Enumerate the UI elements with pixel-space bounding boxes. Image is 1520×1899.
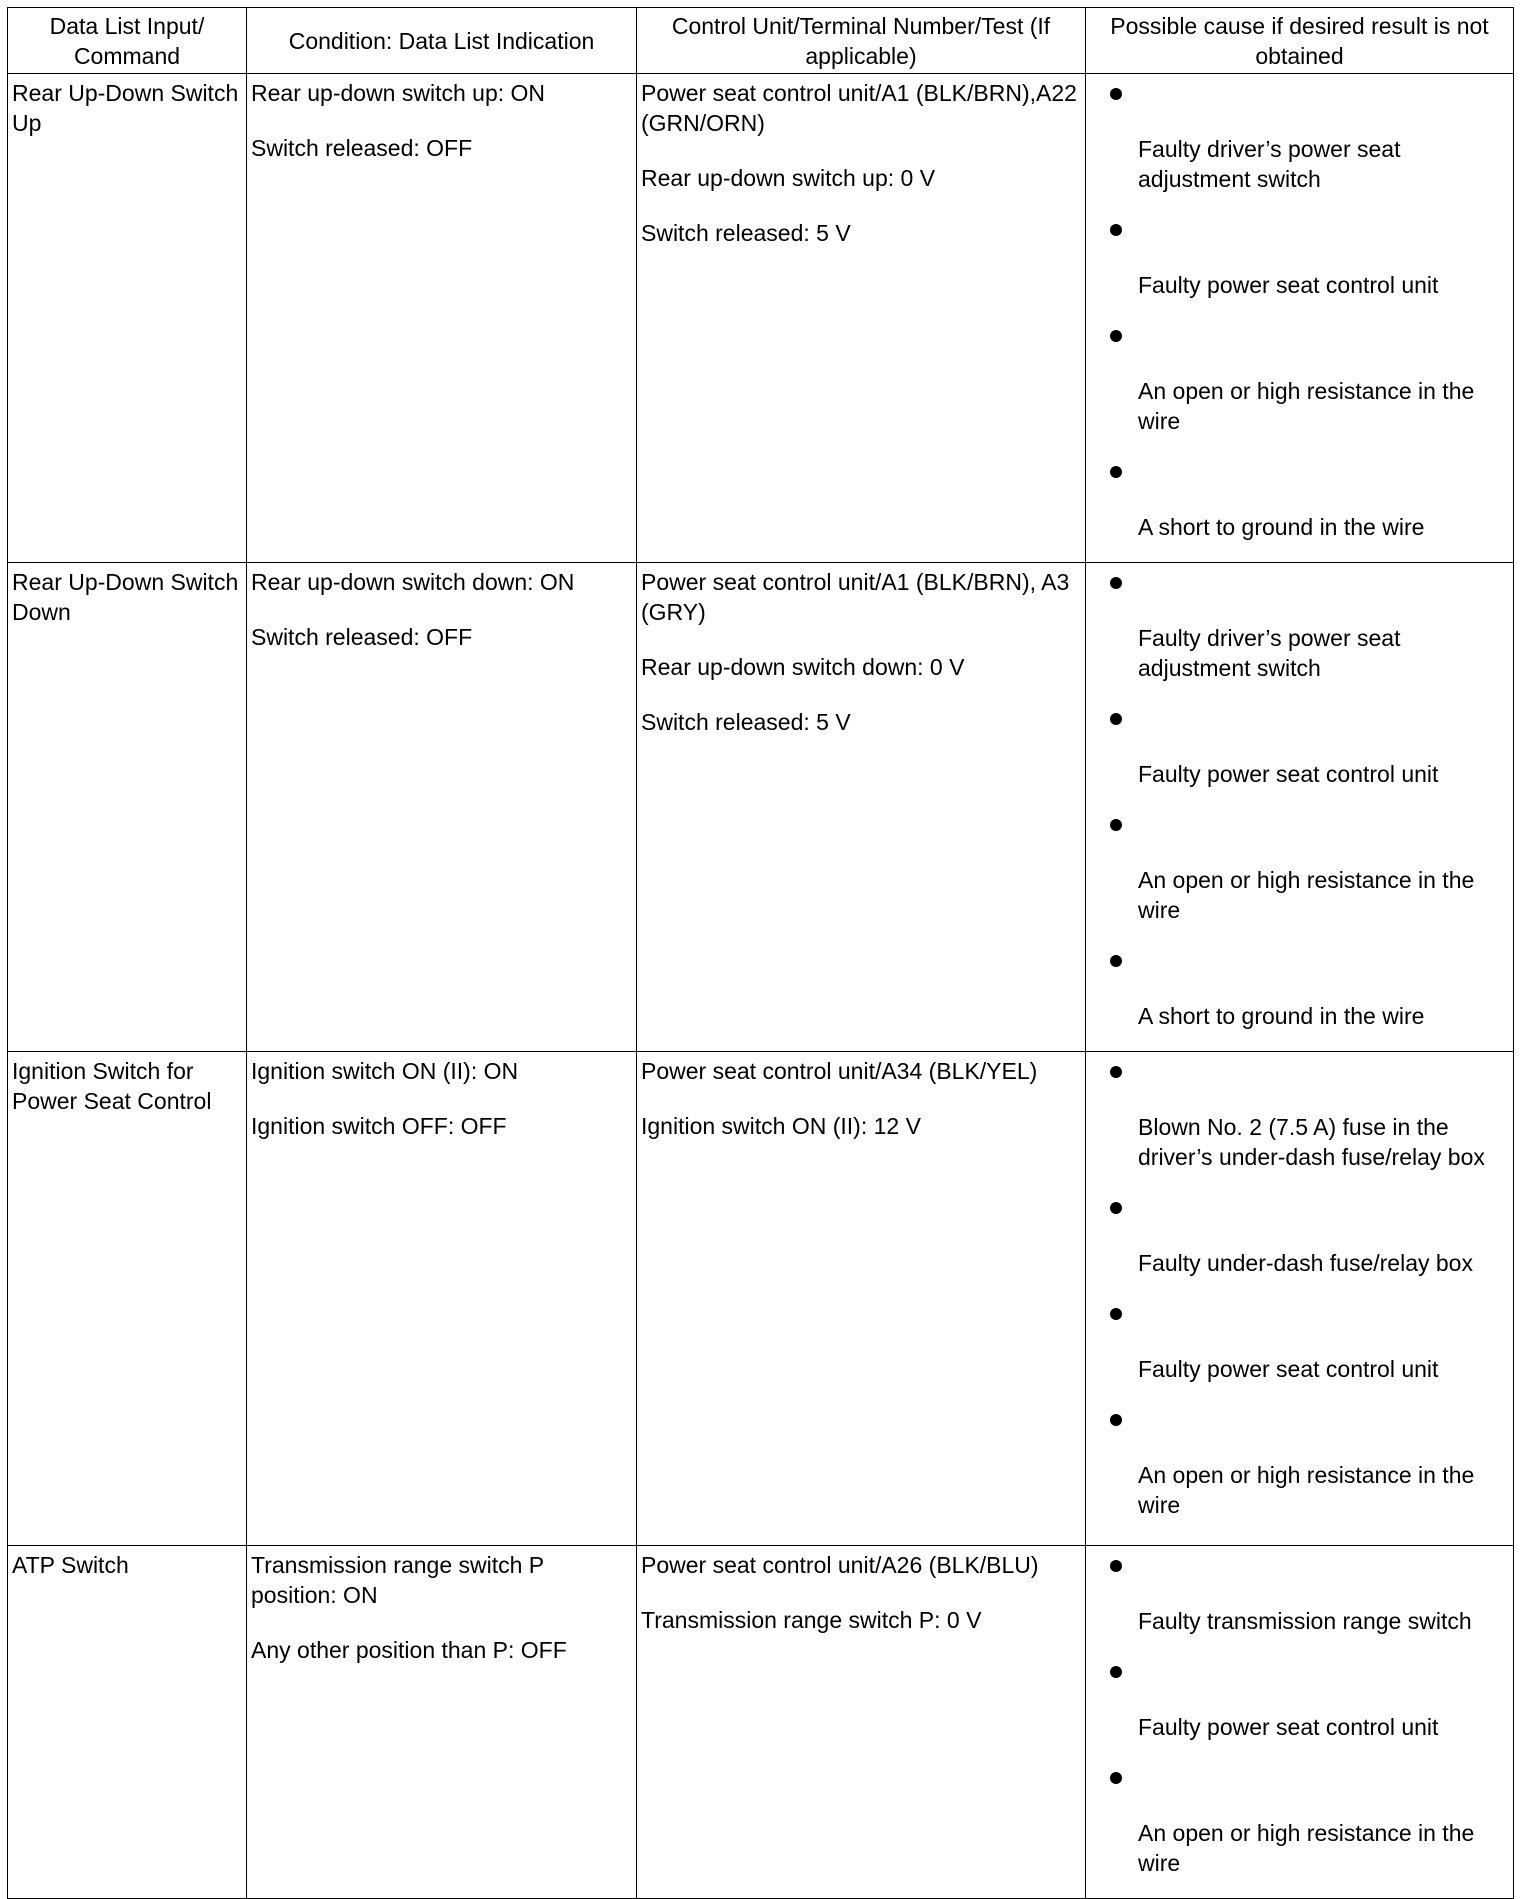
condition-line: Switch released: OFF <box>251 624 473 650</box>
cause-item <box>1090 809 1509 925</box>
bullet-icon <box>1110 955 1122 967</box>
cause-text: An open or high resistance in the wire <box>1138 867 1475 923</box>
cause-item <box>1090 945 1509 1031</box>
header-control-unit: Control Unit/Terminal Number/Test (If applicable) <box>637 8 1086 74</box>
bullet-icon <box>1110 466 1122 478</box>
control-line: Power seat control unit/A1 (BLK/BRN), A3 (GRY) <box>641 569 1070 625</box>
cause-item <box>1090 1762 1509 1878</box>
table-header <box>8 8 1514 74</box>
condition-line: Rear up-down switch up: ON <box>251 80 546 106</box>
bullet-icon <box>1110 1308 1122 1320</box>
bullet-icon <box>1110 88 1122 100</box>
condition-line: Rear up-down switch down: ON <box>251 569 575 595</box>
bullet-icon <box>1110 1202 1122 1214</box>
input-cell <box>8 563 247 1052</box>
input-label: Ignition Switch for Power Seat Control <box>12 1058 212 1114</box>
cause-text: Faulty driver’s power seat adjustment switch <box>1138 136 1401 192</box>
bullet-icon <box>1110 224 1122 236</box>
cause-cell <box>1086 1052 1514 1546</box>
cause-cell <box>1086 74 1514 563</box>
control-line: Transmission range switch P: 0 V <box>641 1607 982 1633</box>
cause-list <box>1090 74 1509 542</box>
header-data-list-input: Data List Input/ Command <box>8 8 247 74</box>
condition-line: Ignition switch ON (II): ON <box>251 1058 519 1084</box>
bullet-icon <box>1110 819 1122 831</box>
cause-item <box>1090 78 1509 194</box>
cause-item <box>1090 214 1509 300</box>
cause-text: An open or high resistance in the wire <box>1138 378 1475 434</box>
cause-text: Blown No. 2 (7.5 A) fuse in the driver’s under-dash fuse/relay box <box>1138 1114 1485 1170</box>
cause-item <box>1090 1656 1509 1742</box>
cause-list <box>1090 1052 1509 1520</box>
input-cell <box>8 1546 247 1899</box>
cause-item <box>1090 1056 1509 1172</box>
table-row <box>8 1052 1514 1546</box>
table-row <box>8 74 1514 563</box>
diagnostic-data-table <box>7 7 1514 1899</box>
bullet-icon <box>1110 713 1122 725</box>
control-line: Ignition switch ON (II): 12 V <box>641 1113 921 1139</box>
bullet-icon <box>1110 1066 1122 1078</box>
control-line: Switch released: 5 V <box>641 709 851 735</box>
control-line: Rear up-down switch up: 0 V <box>641 165 936 191</box>
condition-line: Switch released: OFF <box>251 135 473 161</box>
cause-text: Faulty power seat control unit <box>1138 272 1439 298</box>
bullet-icon <box>1110 1666 1122 1678</box>
cause-cell <box>1086 563 1514 1052</box>
input-label: Rear Up-Down Switch Up <box>12 80 239 136</box>
header-row <box>8 8 1514 74</box>
input-label: Rear Up-Down Switch Down <box>12 569 239 625</box>
control-line: Power seat control unit/A34 (BLK/YEL) <box>641 1058 1038 1084</box>
header-possible-cause: Possible cause if desired result is not obtained <box>1086 8 1514 74</box>
cause-list <box>1090 563 1509 1031</box>
input-label: ATP Switch <box>12 1552 129 1578</box>
input-cell <box>8 1052 247 1546</box>
bullet-icon <box>1110 1772 1122 1784</box>
control-line: Power seat control unit/A26 (BLK/BLU) <box>641 1552 1039 1578</box>
bullet-icon <box>1110 1560 1122 1572</box>
cause-text: Faulty under-dash fuse/relay box <box>1138 1250 1473 1276</box>
cause-text: A short to ground in the wire <box>1138 514 1425 540</box>
control-cell <box>637 74 1086 563</box>
condition-line: Ignition switch OFF: OFF <box>251 1113 507 1139</box>
condition-cell <box>247 1052 637 1546</box>
condition-cell <box>247 563 637 1052</box>
bullet-icon <box>1110 330 1122 342</box>
cause-text: Faulty power seat control unit <box>1138 1714 1439 1740</box>
cause-text: Faulty power seat control unit <box>1138 761 1439 787</box>
table-row <box>8 1546 1514 1899</box>
control-cell <box>637 1546 1086 1899</box>
condition-cell <box>247 74 637 563</box>
cause-cell <box>1086 1546 1514 1899</box>
header-condition: Condition: Data List Indication <box>247 8 637 74</box>
cause-text: An open or high resistance in the wire <box>1138 1820 1475 1876</box>
control-line: Switch released: 5 V <box>641 220 851 246</box>
cause-text: A short to ground in the wire <box>1138 1003 1425 1029</box>
cause-item <box>1090 456 1509 542</box>
cause-item <box>1090 320 1509 436</box>
cause-item <box>1090 703 1509 789</box>
bullet-icon <box>1110 577 1122 589</box>
input-cell <box>8 74 247 563</box>
cause-list <box>1090 1546 1509 1878</box>
cause-text: An open or high resistance in the wire <box>1138 1462 1475 1518</box>
condition-line: Transmission range switch P position: ON <box>251 1552 544 1608</box>
bullet-icon <box>1110 1414 1122 1426</box>
condition-line: Any other position than P: OFF <box>251 1637 567 1663</box>
table-row <box>8 563 1514 1052</box>
cause-text: Faulty transmission range switch <box>1138 1608 1472 1634</box>
cause-item <box>1090 567 1509 683</box>
control-cell <box>637 563 1086 1052</box>
cause-item <box>1090 1192 1509 1278</box>
condition-cell <box>247 1546 637 1899</box>
control-line: Power seat control unit/A1 (BLK/BRN),A22 (GRN/ORN) <box>641 80 1077 136</box>
cause-text: Faulty power seat control unit <box>1138 1356 1439 1382</box>
cause-text: Faulty driver’s power seat adjustment switch <box>1138 625 1401 681</box>
control-cell <box>637 1052 1086 1546</box>
control-line: Rear up-down switch down: 0 V <box>641 654 965 680</box>
cause-item <box>1090 1298 1509 1384</box>
cause-item <box>1090 1404 1509 1520</box>
cause-item <box>1090 1550 1509 1636</box>
table-body <box>8 74 1514 1899</box>
